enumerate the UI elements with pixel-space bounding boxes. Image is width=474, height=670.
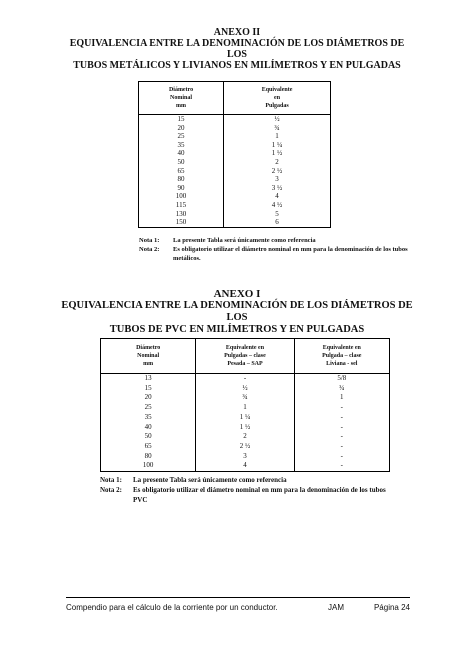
table-row (139, 184, 331, 193)
table-cell: 1 (275, 132, 279, 141)
footer-title: Compendio para el cálculo de la corriente por un conductor. (66, 603, 278, 612)
table-cell: 115 (139, 201, 224, 210)
table-cell: 5/8 (337, 374, 347, 382)
annex2-subtitle-line1: EQUIVALENCIA ENTRE LA DENOMINACIÓN DE LOS DIÁMETROS DE LOS (69, 38, 405, 60)
table-cell: 1 ½ (271, 149, 283, 158)
table-cell: ¾ (339, 383, 345, 392)
annex2-title: ANEXO II (213, 27, 261, 38)
annex1-notes (100, 475, 400, 505)
table-cell: 65 (139, 167, 224, 176)
table-cell: 3 (275, 175, 279, 184)
annex1-table-body (101, 374, 390, 472)
annex1-subtitle-line2: TUBOS DE PVC EN MILÍMETROS Y EN PULGADAS (109, 324, 365, 335)
table-cell: 1 (340, 393, 344, 402)
table-row (139, 218, 331, 227)
table-cell: ¾ (274, 123, 280, 132)
table-row (101, 432, 390, 442)
table-cell: 40 (101, 423, 196, 433)
table-cell: 25 (139, 132, 224, 141)
table-cell: 1 ¼ (271, 140, 283, 149)
table-cell: 40 (139, 149, 224, 158)
table-cell: 4 (275, 192, 279, 201)
table-cell: 5 (275, 209, 279, 218)
table-cell: - (340, 451, 343, 460)
table-cell: 20 (139, 124, 224, 133)
table-cell: 13 (101, 374, 196, 384)
note-2: Nota 2: Es obligatorio utilizar el diámetro nominal en mm para la denominación de los tubos metálicos. (139, 246, 408, 262)
table-cell: 80 (139, 175, 224, 184)
table-cell: ½ (274, 115, 280, 123)
table-row (139, 175, 331, 184)
table-cell: 20 (101, 393, 196, 403)
table-row (101, 374, 390, 384)
table-row (139, 201, 331, 210)
note-2: Nota 2: Es obligatorio utilizar el diámetro nominal en mm para la denominación de los tubos PVC (100, 486, 386, 504)
table-cell: 100 (139, 192, 224, 201)
annex2-table-body (139, 115, 331, 228)
table-cell: 2 (275, 157, 279, 166)
table-cell: 35 (139, 141, 224, 150)
table-row (101, 442, 390, 452)
table-cell: 15 (139, 115, 224, 124)
annex1-heading (50, 288, 424, 336)
page-footer (66, 597, 410, 612)
annex1-subtitle-line1: EQUIVALENCIA ENTRE LA DENOMINACIÓN DE LOS DIÁMETROS DE LOS (61, 300, 413, 323)
table-row (101, 452, 390, 462)
table-cell: - (340, 422, 343, 431)
annex2-notes (139, 236, 419, 263)
table-cell: - (340, 461, 343, 470)
table-row (139, 115, 331, 124)
table-row (101, 403, 390, 413)
table-row (139, 158, 331, 167)
table-cell: 2 ½ (196, 442, 294, 452)
table-cell: - (340, 432, 343, 441)
table-row (101, 423, 390, 433)
table-cell: ½ (196, 384, 294, 394)
table-cell: 1 ¼ (196, 413, 294, 423)
footer-author: JAM (328, 603, 344, 612)
note-1: Nota 1: La presente Tabla será únicamente como referencia (100, 476, 287, 484)
table-row (101, 393, 390, 403)
table-cell: 3 ½ (271, 183, 283, 192)
table-cell: 3 (196, 452, 294, 462)
table-cell: 90 (139, 184, 224, 193)
table-cell: 100 (101, 461, 196, 471)
table-cell: 6 (275, 218, 279, 227)
table-cell: - (340, 441, 343, 450)
table-row (139, 167, 331, 176)
col-equivalente-header: Equivalente en Pulgadas (224, 82, 331, 115)
table-cell: 35 (101, 413, 196, 423)
annex1-table (100, 338, 390, 472)
table-cell: 2 (196, 432, 294, 442)
col-pesada-header: Equivalente en Pulgadas – clase Pesada – SAP (196, 339, 294, 374)
table-cell: 25 (101, 403, 196, 413)
note-1: Nota 1: La presente Tabla será únicamente como referencia (139, 237, 316, 244)
table-cell: - (340, 403, 343, 412)
footer-page-number: Página 24 (373, 603, 410, 612)
table-cell: - (196, 374, 294, 384)
table-header-row (139, 82, 331, 115)
annex1-title: ANEXO I (213, 288, 261, 300)
table-cell: 1 ½ (196, 423, 294, 433)
table-row (139, 132, 331, 141)
table-cell: 4 ½ (271, 200, 283, 209)
table-cell: 150 (139, 218, 224, 227)
annex2-heading (60, 27, 414, 71)
table-header-row (101, 339, 390, 374)
col-diametro-header: Diámetro Nominal mm (101, 339, 196, 374)
table-cell: - (340, 412, 343, 421)
table-row (139, 210, 331, 219)
table-cell: ¾ (196, 393, 294, 403)
col-liviana-header: Equivalente en Pulgada – clase Liviana - sel (294, 339, 389, 374)
table-row (139, 149, 331, 158)
table-row (139, 192, 331, 201)
table-cell: 50 (139, 158, 224, 167)
table-cell: 4 (196, 461, 294, 471)
table-cell: 1 (196, 403, 294, 413)
table-row (101, 413, 390, 423)
table-cell: 15 (101, 384, 196, 394)
table-cell: 65 (101, 442, 196, 452)
table-row (139, 141, 331, 150)
table-cell: 50 (101, 432, 196, 442)
annex2-subtitle-line2: TUBOS METÁLICOS Y LIVIANOS EN MILÍMETROS Y EN PULGADAS (73, 60, 401, 71)
table-row (101, 461, 390, 471)
table-row (139, 124, 331, 133)
table-row (101, 384, 390, 394)
table-cell: 80 (101, 452, 196, 462)
table-cell: 130 (139, 210, 224, 219)
col-diametro-header: Diámetro Nominal mm (139, 82, 224, 115)
table-cell: 2 ½ (271, 166, 283, 175)
annex2-table (138, 81, 331, 228)
